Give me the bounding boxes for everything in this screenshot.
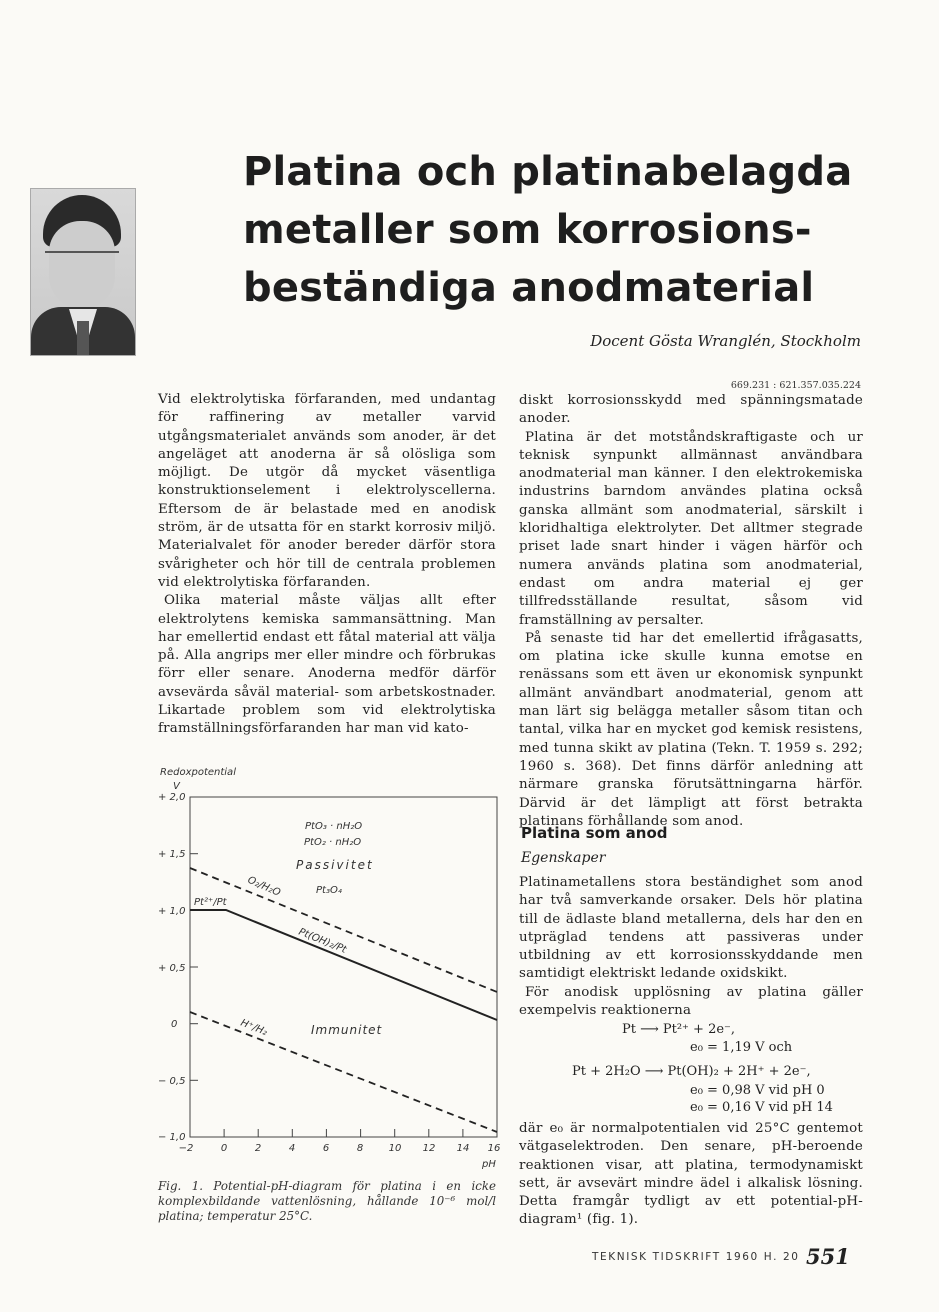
subsection-heading: Egenskaper <box>521 850 606 866</box>
paragraph: På senaste tid har det emellertid ifrågasatts, om platina icke skulle kunna emotse en renässans som ett även ur ekonomisk synpunkt allmänt användbart anodmaterial, genom att man lärt sig belägga metaller såsom titan och tantal, vilka har en mycket god kemisk resistens, med tunna skikt av platina (Tekn. T. 1959 s. 292; 1960 s. 368). Det finns därför anledning att närmare granska förutsättningarna härför. Därvid är det lämpligt att först betrakta platinans förhållande som anod. <box>519 630 863 829</box>
journal-footer: TEKNISK TIDSKRIFT 1960 H. 20 <box>592 1251 800 1263</box>
x-ticks <box>224 1129 463 1137</box>
svg-text:+ 0,5: + 0,5 <box>158 963 186 974</box>
equation-1: Pt ⟶ Pt²⁺ + 2e⁻, <box>622 1022 736 1037</box>
svg-text:10: 10 <box>388 1143 402 1154</box>
potential-ph-diagram <box>150 760 510 1180</box>
article-title <box>243 143 853 317</box>
x-axis-label: pH <box>482 1159 496 1170</box>
title-line-3: beständiga anodmaterial <box>243 265 815 311</box>
svg-text:6: 6 <box>322 1143 330 1154</box>
section-body <box>519 874 863 1020</box>
label-o2-h2o: O₂/H₂O <box>245 874 282 899</box>
y-axis-label: Redoxpotential <box>160 767 236 778</box>
author-portrait <box>30 188 136 356</box>
label-ptoh2-pt: Pt(OH)₂/Pt <box>296 926 348 956</box>
equation-2-potential-ph0: e₀ = 0,98 V vid pH 0 <box>690 1083 825 1098</box>
paragraph: Platinametallens stora beständighet som anod har två samverkande orsaker. Dels hör platina till de ädlaste bland metallerna, dels har den en utpräglad tendens att passiveras under utbildning av ett korrosionsskyddande men samtidigt elektriskt ledande oxidskikt. <box>519 875 863 982</box>
label-pto3: PtO₃ · nH₂O <box>305 821 363 832</box>
paragraph: Platina är det motståndskraftigaste och ur teknisk synpunkt allmännast användbara anodmaterial man känner. I den elektrokemiska industrins barndom användes platina också ganska allmänt som anodmaterial, särskilt i kloridhaltiga elektrolyter. Det alltmer stegrade priset lade snart hinder i vägen härför och numera används platina som anodmaterial, endast om andra material ej ger tillfredsställande resultat, såsom vid framställning av persalter. <box>519 429 863 628</box>
label-pt3o4: Pt₃O₄ <box>316 885 342 896</box>
svg-text:+ 2,0: + 2,0 <box>158 792 186 803</box>
label-passivitet: Passivitet <box>296 858 374 872</box>
title-line-2: metaller som korrosions- <box>243 207 812 253</box>
equation-1-potential: e₀ = 1,19 V och <box>690 1040 793 1055</box>
equation-2: Pt + 2H₂O ⟶ Pt(OH)₂ + 2H⁺ + 2e⁻, <box>572 1064 811 1079</box>
section-heading: Platina som anod <box>521 824 668 842</box>
author-byline: Docent Gösta Wranglén, Stockholm <box>590 332 861 350</box>
udc-code: 669.231 : 621.357.035.224 <box>730 380 861 391</box>
svg-text:+ 1,5: + 1,5 <box>158 849 186 860</box>
svg-text:8: 8 <box>356 1143 364 1154</box>
svg-text:0: 0 <box>220 1143 228 1154</box>
svg-text:0: 0 <box>171 1019 178 1030</box>
portrait-glasses <box>45 251 119 269</box>
label-h-h2: H⁺/H₂ <box>238 1017 269 1039</box>
svg-text:− 0,5: − 0,5 <box>158 1076 186 1087</box>
portrait-tie <box>77 321 89 355</box>
label-pto2: PtO₂ · nH₂O <box>304 837 362 848</box>
svg-text:16: 16 <box>487 1143 501 1154</box>
figure-caption: Fig. 1. Potential-pH-diagram för platina i en icke komplexbildande vattenlösning, hållande 10⁻⁶ mol/l platina; temperatur 25°C. <box>158 1179 496 1223</box>
svg-text:2: 2 <box>254 1143 262 1154</box>
left-column <box>158 391 496 739</box>
title-line-1: Platina och platinabelagda <box>243 149 853 195</box>
x-tick-labels <box>179 1143 501 1154</box>
paragraph: Vid elektrolytiska förfaranden, med undantag för raffinering av metaller varvid utgångsmaterialet används som anoder, är det angeläget att anoderna är så olösliga som möjligt. De utgör då mycket väsentliga konstruktionselement i elektrolyscellerna. Eftersom de är belastade med en anodisk ström, är de utsatta för en starkt korrosiv miljö. Materialvalet för anoder bereder därför stora svårigheter och hör till de centrala problemen vid elektrolytiska förfaranden. <box>158 392 496 590</box>
pt-equilibrium-line <box>190 910 497 1020</box>
plot-frame <box>190 797 497 1137</box>
svg-text:− 1,0: − 1,0 <box>158 1132 186 1143</box>
paragraph: Olika material måste väljas allt efter elektrolytens kemiska sammansättning. Man har emellertid endast ett fåtal material att välja på. Alla angrips mer eller mindre och förbrukas förr eller senare. Anoderna medför därför avsevärda såväl material- som arbetskostnader. Likartade problem som vid elektrolytiska framställningsförfaranden har man vid kato- <box>158 593 496 737</box>
label-pt2-pt: Pt²⁺/Pt <box>194 897 227 908</box>
paragraph: För anodisk upplösning av platina gäller exempelvis reaktionerna <box>519 984 863 1019</box>
svg-text:−2: −2 <box>178 1143 194 1154</box>
label-immunitet: Immunitet <box>311 1023 383 1037</box>
paragraph: diskt korrosionsskydd med spänningsmatade anoder. <box>519 393 863 427</box>
y-ticks <box>190 854 198 1081</box>
equation-2-potential-ph14: e₀ = 0,16 V vid pH 14 <box>690 1100 833 1115</box>
svg-text:14: 14 <box>456 1143 470 1154</box>
svg-text:12: 12 <box>422 1143 436 1154</box>
svg-text:+ 1,0: + 1,0 <box>158 906 186 917</box>
svg-text:4: 4 <box>288 1143 296 1154</box>
paragraph: där e₀ är normalpotentialen vid 25°C gentemot vätgaselektroden. Den senare, pH-beroende reaktionen visar, att platina, termodynamiskt sett, är avsevärt mindre ädel i alkalisk lösning. Detta framgår tydligt av ett potential-pH-diagram¹ (fig. 1). <box>519 1121 863 1228</box>
y-axis-unit: V <box>173 781 180 792</box>
y-tick-labels <box>158 792 185 1143</box>
o2-h2o-line <box>190 868 497 992</box>
right-column <box>519 392 863 831</box>
closing-paragraph <box>519 1120 863 1230</box>
page-number: 551 <box>806 1244 850 1269</box>
